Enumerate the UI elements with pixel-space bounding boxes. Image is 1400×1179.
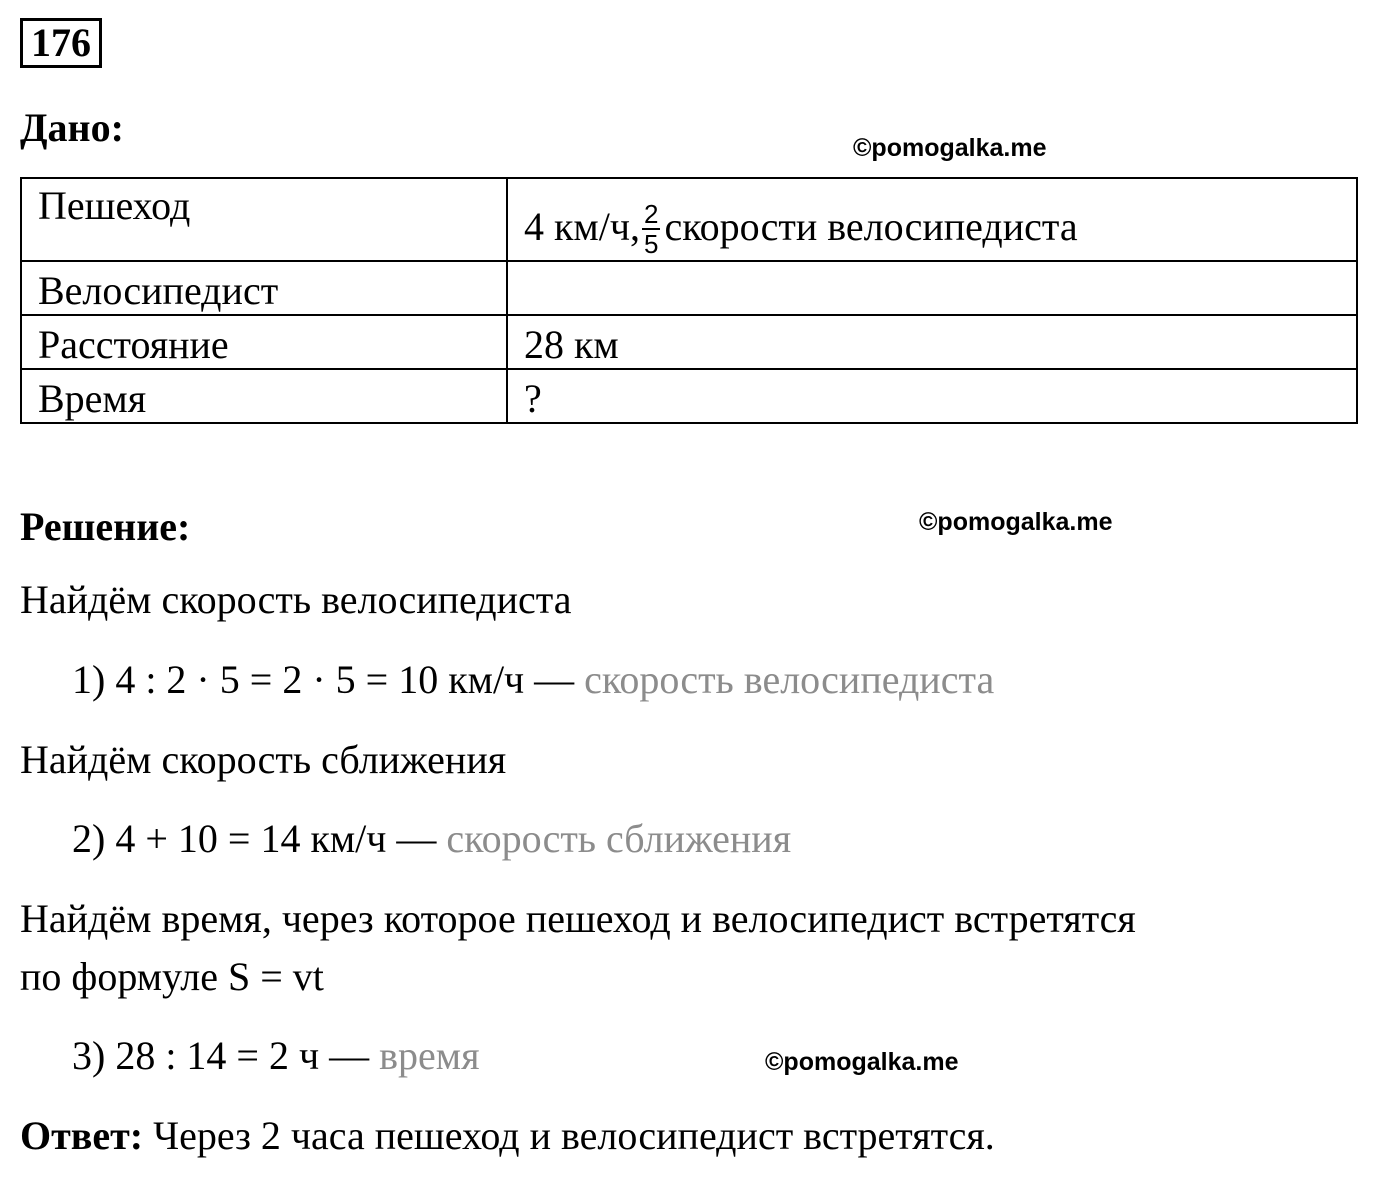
table-row	[21, 315, 1357, 369]
row-label: Велосипедист	[21, 261, 507, 315]
fraction	[642, 200, 660, 258]
step-intro: Найдём время, через которое пешеход и велосипедист встретятся	[20, 896, 1136, 941]
given-table	[20, 177, 1358, 424]
step-intro: Найдём скорость сближения	[20, 737, 507, 782]
calc-expression: 1) 4 : 2 · 5 = 2 · 5 = 10 км/ч —	[72, 657, 575, 702]
solution-heading: Решение:	[20, 504, 191, 549]
row-value: ?	[507, 369, 1357, 423]
step-calculation	[72, 816, 791, 862]
value-suffix: скорости велосипедиста	[664, 204, 1078, 250]
row-label: Пешеход	[21, 178, 507, 261]
table-row	[21, 178, 1357, 261]
row-value	[507, 178, 1357, 261]
table-row	[21, 369, 1357, 423]
step-calculation	[72, 1033, 479, 1079]
calc-note: время	[379, 1033, 480, 1078]
step-calculation	[72, 657, 994, 703]
watermark: ©pomogalka.me	[919, 508, 1113, 536]
step-intro: Найдём скорость велосипедиста	[20, 577, 572, 622]
row-value	[507, 261, 1357, 315]
table-row	[21, 261, 1357, 315]
calc-note: скорость сближения	[446, 816, 792, 861]
row-value: 28 км	[507, 315, 1357, 369]
answer	[20, 1113, 995, 1159]
fraction-denominator: 5	[643, 229, 659, 259]
row-label: Время	[21, 369, 507, 423]
step-intro-formula: по формуле S = vt	[20, 954, 324, 999]
task-number: 176	[20, 18, 102, 68]
answer-text: Через 2 часа пешеход и велосипедист встретятся.	[153, 1113, 995, 1158]
calc-expression: 3) 28 : 14 = 2 ч —	[72, 1033, 370, 1078]
calc-expression: 2) 4 + 10 = 14 км/ч —	[72, 816, 437, 861]
calc-note: скорость велосипедиста	[584, 657, 995, 702]
watermark: ©pomogalka.me	[853, 134, 1047, 162]
value-prefix: 4 км/ч,	[524, 204, 640, 250]
watermark: ©pomogalka.me	[765, 1048, 959, 1076]
given-heading: Дано:	[20, 105, 124, 150]
row-label: Расстояние	[21, 315, 507, 369]
fraction-numerator: 2	[643, 199, 659, 229]
answer-label: Ответ:	[20, 1113, 144, 1158]
